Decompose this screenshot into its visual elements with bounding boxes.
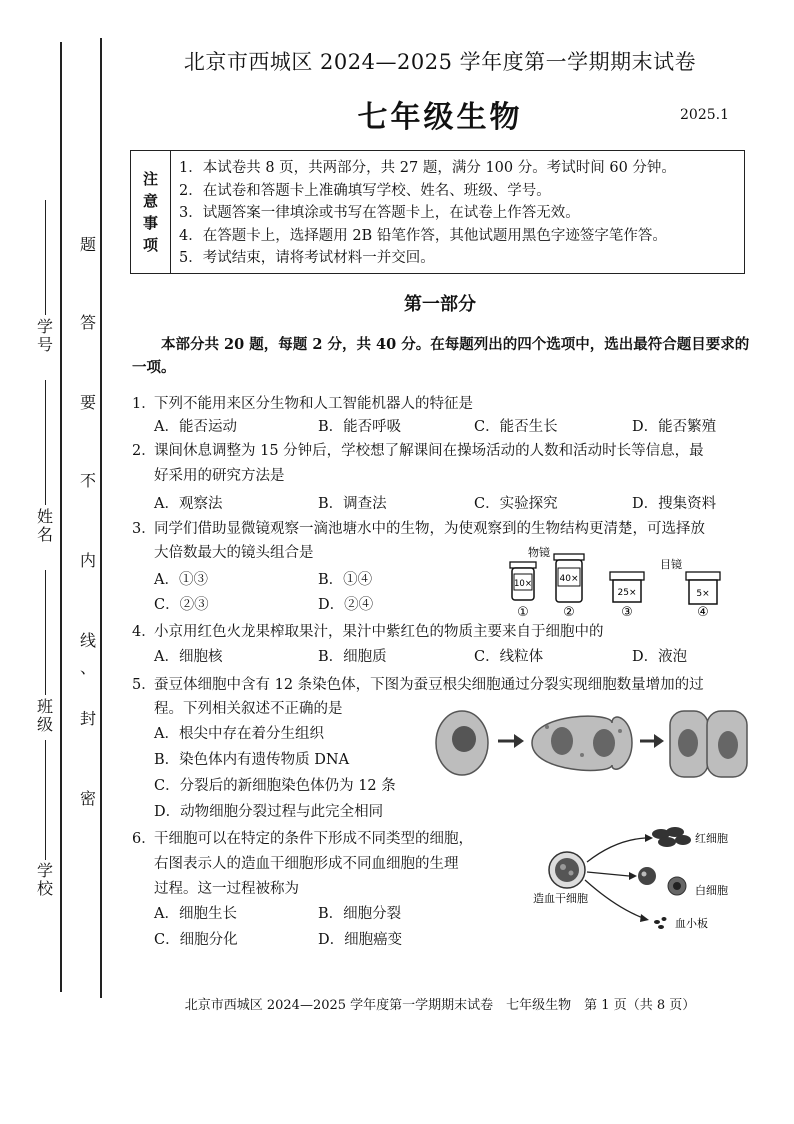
seal-char-yao: 要 [79,393,96,412]
seal-char-da: 答 [79,313,96,332]
white-blood-cell-image [638,867,686,895]
lens-number: ④ [697,605,709,620]
q2-option-a[interactable]: A．观察法 [154,496,223,512]
seal-dot: 、 [79,658,96,677]
subject-title: 七年级生物 [357,100,523,135]
white-blood-cell-label: 白细胞 [695,884,728,897]
school-line[interactable] [45,740,46,860]
part-title: 第一部分 [404,294,476,315]
seal-char-nei: 内 [79,551,96,570]
cell-division-figure [432,705,750,795]
notice-item: 1．本试卷共 8 页，共两部分，共 27 题，满分 100 分。考试时间 60 分钟。 [179,160,676,176]
lens-magnification: 5× [696,589,710,599]
notice-label-char: 意 [142,192,158,210]
q5-option-d[interactable]: D．动物细胞分裂过程与此完全相同 [154,804,384,820]
q5-number: 5． [132,677,156,693]
daughter-cells-image [670,711,747,777]
stem-cell-differentiation-figure [525,822,750,937]
seal-char-feng: 封 [79,709,96,728]
lens-magnification: 40× [559,574,579,584]
q5-option-a[interactable]: A．根尖中存在着分生组织 [154,726,324,742]
q5-stem-line1: 蚕豆体细胞中含有 12 条染色体，下图为蚕豆根尖细胞通过分裂实现细胞数量增加的过 [154,677,704,693]
notice-label-char: 注 [142,170,158,188]
class-label: 班级 [36,697,53,734]
q2-stem-line1: 课间休息调整为 15 分钟后，学校想了解课间在操场活动的人数和活动时长等信息，最 [154,443,704,459]
q3-stem-line2: 大倍数最大的镜头组合是 [154,545,314,561]
q3-option-d[interactable]: D．②④ [318,597,374,613]
binding-line-outer [60,42,62,992]
q6-option-c[interactable]: C．细胞分化 [154,932,238,948]
q6-option-d[interactable]: D．细胞癌变 [318,932,403,948]
exam-title: 北京市西城区 2024—2025 学年度第一学期期末试卷 [183,50,697,74]
seal-char-mi: 密 [79,789,96,808]
q6-option-b[interactable]: B．细胞分裂 [318,906,402,922]
parent-cell-image [436,711,488,775]
q5-option-b[interactable]: B．染色体内有遗传物质 DNA [154,752,350,768]
q3-number: 3． [132,521,156,537]
lens-number: ② [563,605,575,620]
q1-stem: 下列不能用来区分生物和人工智能机器人的特征是 [154,396,473,412]
platelet-image [654,917,667,929]
notice-item: 4．在答题卡上，选择题用 2B 铅笔作答，其他试题用黑色字迹签字笔作答。 [179,227,667,244]
q2-number: 2． [132,443,156,459]
microscope-lens-figure [500,540,730,620]
lens-number: ① [517,605,529,620]
q1-option-a[interactable]: A．能否运动 [154,419,237,435]
q1-number: 1． [132,396,156,412]
notice-item: 5．考试结束，请将考试材料一并交回。 [179,250,435,267]
platelet-label: 血小板 [675,917,708,930]
name-label: 姓名 [36,507,53,544]
notice-item: 2．在试卷和答题卡上准确填写学校、姓名、班级、学号。 [179,182,551,199]
lens-magnification: 25× [617,588,637,598]
q4-option-b[interactable]: B．细胞质 [318,649,387,665]
q2-stem-line2: 好采用的研究方法是 [154,468,285,484]
objective-label: 物镜 [528,546,550,559]
eyepiece-lens-5x [686,572,720,604]
q4-option-d[interactable]: D．液泡 [632,649,688,665]
q6-number: 6． [132,831,156,847]
student-id-line[interactable] [45,200,46,315]
q1-option-d[interactable]: D．能否繁殖 [632,419,717,435]
red-blood-cell-image [652,827,691,847]
q5-stem-line2: 程。下列相关叙述不正确的是 [154,701,343,717]
q1-option-c[interactable]: C．能否生长 [474,419,558,435]
q2-option-b[interactable]: B．调查法 [318,496,387,512]
red-blood-cell-label: 红细胞 [695,832,728,845]
notice-item: 3．试题答案一律填涂或书写在答题卡上，在试卷上作答无效。 [179,205,580,222]
q2-option-d[interactable]: D．搜集资料 [632,496,717,512]
notice-box [130,150,745,274]
q3-option-a[interactable]: A．①③ [154,572,208,588]
seal-char-bu: 不 [79,471,96,490]
q4-number: 4． [132,624,156,640]
student-id-label: 学号 [36,317,53,354]
notice-label-char: 项 [142,236,158,254]
q4-stem: 小京用红色火龙果榨取果汁，果汁中紫红色的物质主要来自于细胞中的 [154,624,604,640]
name-line[interactable] [45,380,46,505]
stem-cell-label: 造血干细胞 [533,892,588,905]
arrow-icon [640,734,664,748]
q4-option-c[interactable]: C．线粒体 [474,649,544,665]
arrow-icon [498,734,524,748]
seal-char-ti: 题 [79,235,96,254]
q6-stem-line2: 右图表示人的造血干细胞形成不同血细胞的生理 [154,856,459,872]
class-line[interactable] [45,570,46,695]
q5-option-c[interactable]: C．分裂后的新细胞染色体仍为 12 条 [154,778,396,794]
q2-option-c[interactable]: C．实验探究 [474,496,558,512]
q1-option-b[interactable]: B．能否呼吸 [318,419,402,435]
q6-option-a[interactable]: A．细胞生长 [154,906,237,922]
stem-cell-image [549,852,585,888]
q3-stem-line1: 同学们借助显微镜观察一滴池塘水中的生物，为使观察到的生物结构更清楚，可选择放 [154,521,705,537]
part-intro: 本部分共 20 题，每题 2 分，共 40 分。在每题列出的四个选项中，选出最符合题目要求的一项。 [132,336,750,376]
eyepiece-label: 目镜 [660,558,682,571]
seal-char-xian: 线 [79,631,96,650]
school-label: 学校 [36,861,53,898]
notice-items [179,157,738,270]
q4-option-a[interactable]: A．细胞核 [154,649,223,665]
q6-stem-line1: 干细胞可以在特定的条件下形成不同类型的细胞， [154,831,473,847]
q6-stem-line3: 过程。这一过程被称为 [154,881,299,897]
lens-magnification: 10× [514,579,532,589]
dividing-cell-image [532,716,632,770]
page-footer: 北京市西城区 2024—2025 学年度第一学期期末试卷 七年级生物 第 1 页（共 8 页） [184,998,696,1013]
exam-date: 2025.1 [680,107,729,123]
lens-number: ③ [621,605,633,620]
q3-option-b[interactable]: B．①④ [318,572,373,588]
binding-line-inner [100,38,102,998]
q3-option-c[interactable]: C．②③ [154,597,209,613]
notice-label-char: 事 [142,214,158,232]
notice-label [131,151,171,273]
